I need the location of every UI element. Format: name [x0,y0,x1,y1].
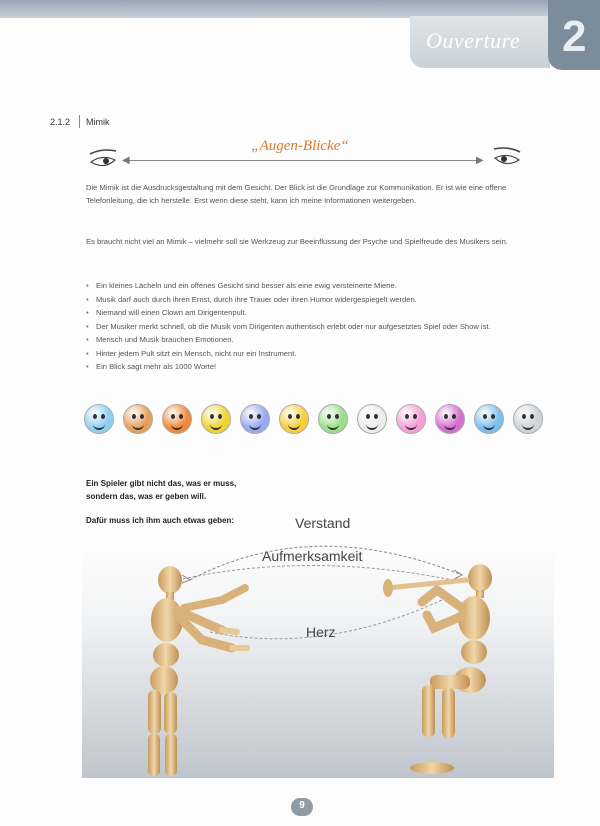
shy-smiley-icon [396,404,426,434]
left-eye-icon [88,148,122,172]
list-item: • Mensch und Musik brauchen Emotionen. [86,333,556,347]
statement-line: sondern das, was er geben will. [86,492,207,501]
paragraph-second: Es braucht nicht viel an Mimik – vielmehr soll sie Werkzeug zur Beeinflussung der Psyche und Spielfreude des Musikers sein. [86,237,508,246]
sick-smiley-icon [318,404,348,434]
aufmerksamkeit-arc [178,565,462,582]
statement-line: Ein Spieler gibt nicht das, was er muss, [86,479,237,488]
sad-smiley-icon [123,404,153,434]
list-item: • Musik darf auch durch ihren Ernst, durch ihre Trauer oder ihren Humor widergespiegelt werden. [86,293,556,307]
arrow-left-icon: ◀ [122,155,130,166]
section-number: 2.1.2 [50,117,71,127]
cool-smiley-icon [240,404,270,434]
right-mannequin [383,564,492,774]
list-item: • Hinter jedem Pult sitzt ein Mensch, nicht nur ein Instrument. [86,347,556,361]
lead-in-text: Dafür muss ich ihm auch etwas geben: [86,516,235,525]
page-number: 9 [299,800,305,811]
section-title: Mimik [86,117,110,127]
arrow-right-icon: ▶ [476,155,484,166]
confused-smiley-icon [357,404,387,434]
paragraph-intro: Die Mimik ist die Ausdrucksgestaltung mit dem Gesicht. Der Blick ist die Grundlage zur Kommunikation. Er ist wie eine offene Telefonleitung, die ich herstelle. Erst wenn diese steht, kann ich meine Informationen weitergeben. [86,183,507,205]
worried-smiley-icon [474,404,504,434]
trumpet [387,580,467,588]
label-verstand: Verstand [295,515,351,531]
tongue-smiley-icon [201,404,231,434]
list-item: • Ein kleines Lächeln und ein offenes Gesicht sind besser als eine ewig versteinerte Miene. [86,279,556,293]
surprised-smiley-icon [279,404,309,434]
quote-heading: „Augen-Blicke“ [251,138,349,154]
list-item: • Niemand will einen Clown am Dirigentenpult. [86,306,556,320]
list-item: • Ein Blick sagt mehr als 1000 Worte! [86,360,556,374]
gaze-arrow-line [128,160,478,161]
section-divider [79,115,80,128]
list-item: • Der Musiker merkt schnell, ob die Musik vom Dirigenten authentisch erlebt oder nur aufgesetztes Spiel oder Show ist. [86,320,556,334]
label-herz: Herz [306,624,336,640]
left-mannequin [148,566,247,776]
smiley-row [84,402,554,438]
happy-smiley-icon [84,404,114,434]
chapter-number: 2 [562,12,587,61]
bullet-list [86,279,556,374]
grimace-smiley-icon [435,404,465,434]
right-eye-icon [488,146,522,170]
crying-smiley-icon [513,404,543,434]
header-title: Ouverture [426,28,521,53]
statement-block [86,477,306,503]
angry-smiley-icon [162,404,192,434]
label-aufmerksamkeit: Aufmerksamkeit [262,548,363,564]
